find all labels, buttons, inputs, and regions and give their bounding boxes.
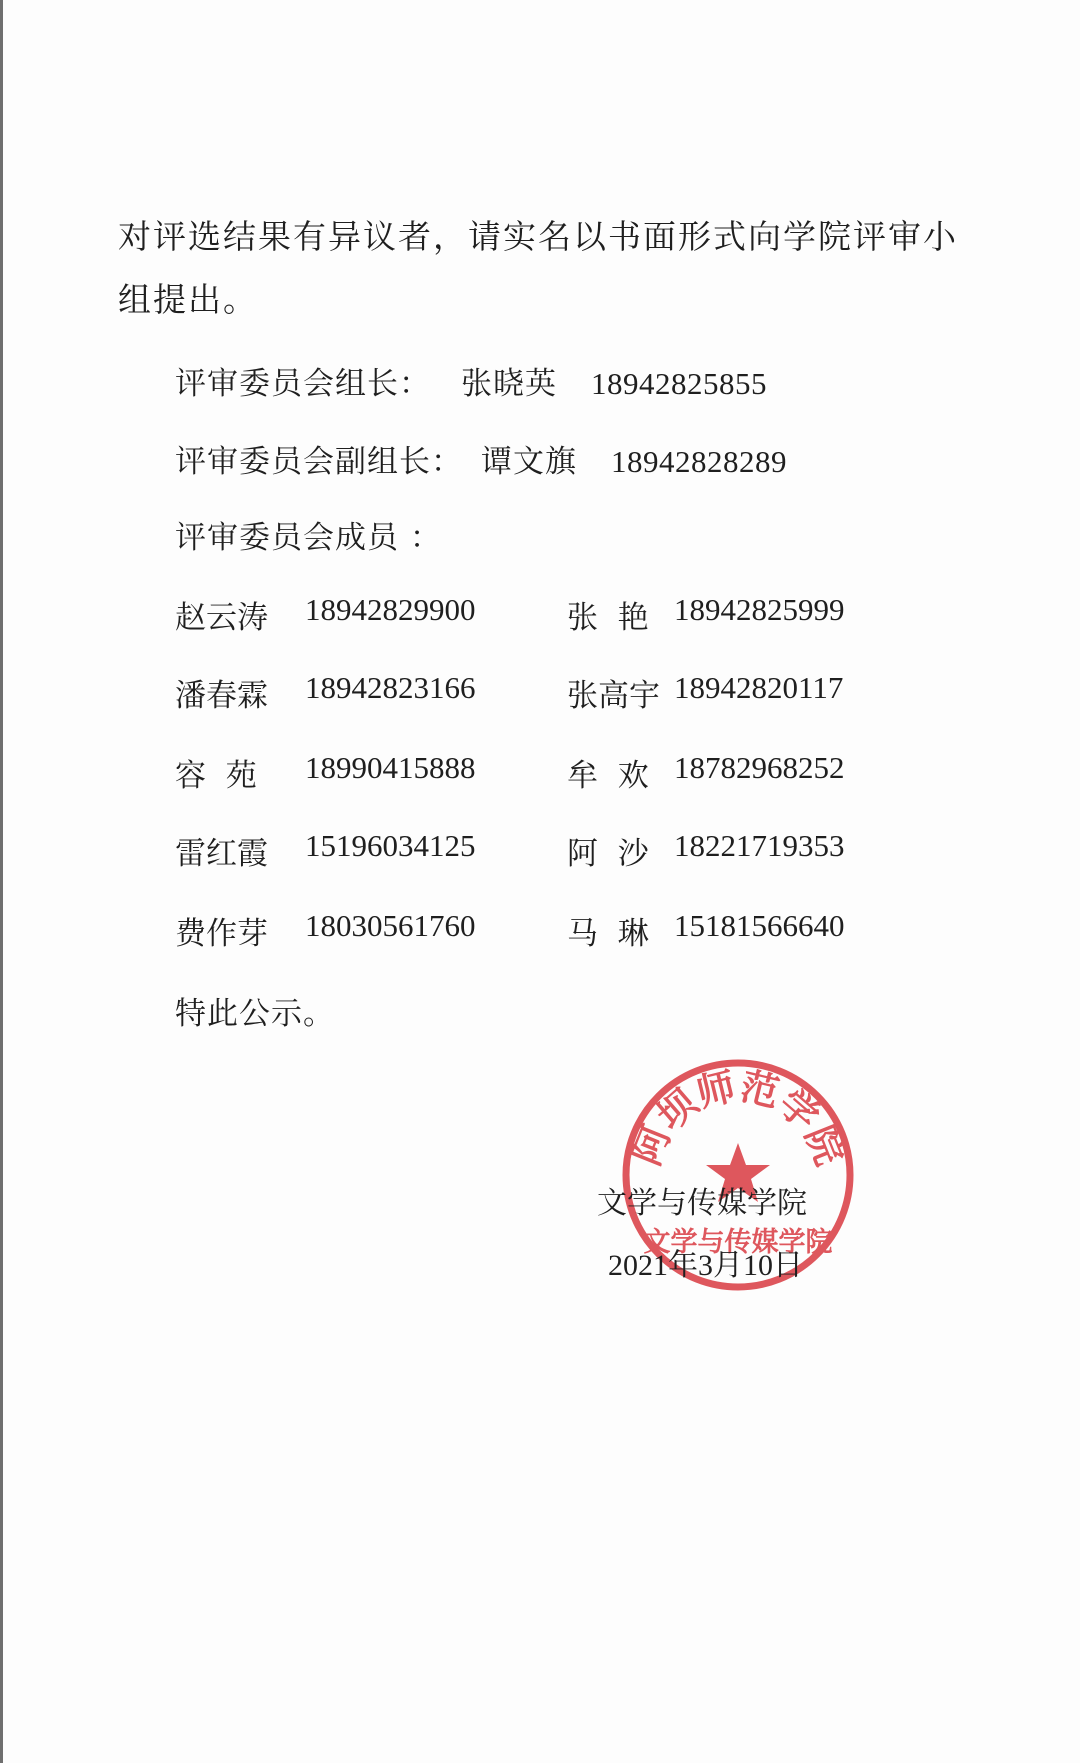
objection-paragraph: 对评选结果有异议者，请实名以书面形式向学院评审小组提出。	[118, 217, 958, 319]
member-phone: 18030561760	[305, 908, 476, 943]
member-name: 牟 欢	[567, 758, 649, 794]
member-name: 赵云涛	[175, 600, 268, 636]
seal-inner-text: 文学与传媒学院	[643, 1227, 833, 1258]
page-edge	[0, 0, 3, 1763]
member-name: 潘春霖	[175, 678, 268, 714]
members-heading: 评审委员会成员 ：	[175, 520, 442, 556]
member-phone: 18942825999	[674, 592, 845, 627]
leader-line	[175, 358, 767, 403]
member-phone: 18942823166	[305, 670, 476, 705]
vice-leader-label: 评审委员会副组长：	[175, 444, 463, 480]
member-phone: 18990415888	[305, 750, 476, 785]
member-name: 张 艳	[567, 600, 649, 636]
vice-leader-name: 谭文旗	[481, 444, 577, 480]
leader-label: 评审委员会组长：	[175, 366, 431, 402]
leader-name: 张晓英	[461, 366, 557, 402]
signature-date: 2021年3月10日	[608, 1249, 803, 1282]
member-name: 雷红霞	[175, 836, 268, 872]
signature-org: 文学与传媒学院	[597, 1186, 807, 1221]
leader-phone: 18942825855	[591, 366, 767, 401]
member-phone: 18782968252	[674, 750, 845, 785]
member-phone: 15196034125	[305, 828, 476, 863]
member-phone: 18942829900	[305, 592, 476, 627]
member-name: 马 琳	[567, 916, 649, 952]
vice-leader-line	[175, 436, 787, 481]
member-phone: 18942820117	[674, 670, 844, 705]
member-name: 容 苑	[175, 758, 257, 794]
vice-leader-phone: 18942828289	[611, 444, 787, 479]
member-name: 张高宇	[567, 678, 660, 714]
member-phone: 18221719353	[674, 828, 845, 863]
seal-ring-text: 阿坝师范学院	[623, 1062, 853, 1172]
member-phone: 15181566640	[674, 908, 845, 943]
member-name: 阿 沙	[567, 836, 649, 872]
member-name: 费作芽	[175, 916, 268, 952]
closing-text: 特此公示。	[175, 996, 335, 1032]
